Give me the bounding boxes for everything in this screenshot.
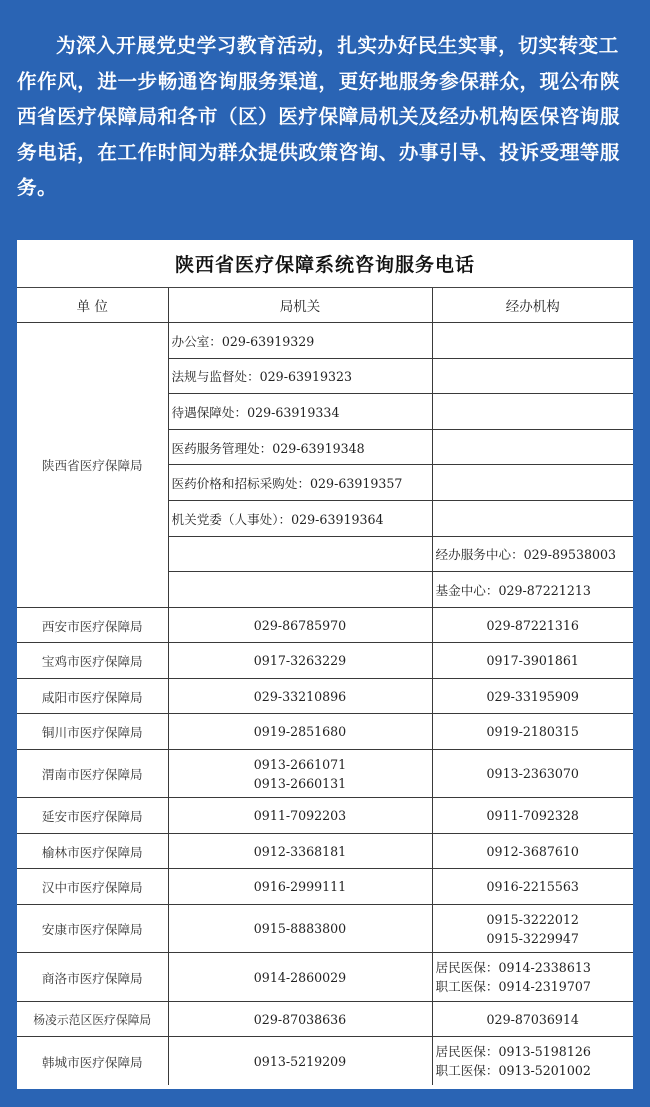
- agency-phone: 0911-7092328: [432, 798, 633, 834]
- unit-cell: 渭南市医疗保障局: [17, 749, 168, 798]
- bureau-phone: 0913-5219209: [168, 1037, 432, 1085]
- directory-table: [17, 240, 633, 1085]
- header-unit: 单 位: [17, 288, 168, 323]
- bureau-phone: 0915-8883800: [168, 904, 432, 953]
- table-row: [17, 953, 633, 1002]
- agency-phone: [432, 1037, 633, 1085]
- bureau-line: 医药价格和招标采购处：029-63919357: [168, 465, 432, 501]
- agency-phone: [432, 953, 633, 1002]
- unit-province: 陕西省医疗保障局: [17, 323, 168, 608]
- table-row: [17, 678, 633, 714]
- bureau-phone: 029-86785970: [168, 607, 432, 643]
- intro-paragraph: 为深入开展党史学习教育活动，扎实办好民生实事，切实转变工作作风，进一步畅通咨询服务渠道，更好地服务参保群众，现公布陕西省医疗保障局和各市（区）医疗保障局机关及经办机构医保咨询服务电话，在工作时间为群众提供政策咨询、办事引导、投诉受理等服务。: [17, 34, 621, 200]
- phone-line: 0913-2661071: [253, 756, 347, 772]
- unit-cell: 杨凌示范区医疗保障局: [17, 1001, 168, 1037]
- agency-phone: 0917-3901861: [432, 643, 633, 679]
- table-title-row: [17, 240, 633, 288]
- bureau-line: 医药服务管理处：029-63919348: [168, 429, 432, 465]
- table-header-row: [17, 288, 633, 323]
- phone-line: 0915-3229947: [486, 930, 579, 946]
- bureau-line: 办公室：029-63919329: [168, 323, 432, 359]
- unit-cell: 安康市医疗保障局: [17, 904, 168, 953]
- phone-line: 居民医保：0914-2338613: [435, 960, 591, 975]
- table-row: [17, 323, 633, 359]
- bureau-empty: [168, 536, 432, 572]
- phone-line: 居民医保：0913-5198126: [435, 1044, 591, 1059]
- table-row: [17, 714, 633, 750]
- table-row: [17, 869, 633, 905]
- bureau-phone: 0916-2999111: [168, 869, 432, 905]
- table-title: 陕西省医疗保障系统咨询服务电话: [17, 240, 633, 288]
- agency-line: 基金中心：029-87221213: [432, 572, 633, 608]
- bureau-phone: [168, 749, 432, 798]
- bureau-phone: 029-87038636: [168, 1001, 432, 1037]
- agency-phone: 029-87036914: [432, 1001, 633, 1037]
- phone-directory-table: [17, 240, 633, 1089]
- table-row: [17, 1037, 633, 1085]
- unit-cell: 榆林市医疗保障局: [17, 833, 168, 869]
- bureau-phone: 0914-2860029: [168, 953, 432, 1002]
- bureau-phone: 0911-7092203: [168, 798, 432, 834]
- phone-line: 职工医保：0913-5201002: [435, 1063, 591, 1078]
- table-row: [17, 749, 633, 798]
- agency-phone: 0919-2180315: [432, 714, 633, 750]
- agency-empty: [432, 465, 633, 501]
- agency-phone: 029-33195909: [432, 678, 633, 714]
- table-row: [17, 643, 633, 679]
- agency-empty: [432, 394, 633, 430]
- bureau-phone: 0912-3368181: [168, 833, 432, 869]
- bureau-line: 机关党委（人事处）：029-63919364: [168, 500, 432, 536]
- bureau-line: 法规与监督处：029-63919323: [168, 358, 432, 394]
- agency-phone: 0912-3687610: [432, 833, 633, 869]
- table-row: [17, 833, 633, 869]
- agency-line: 经办服务中心：029-89538003: [432, 536, 633, 572]
- phone-line: 0915-3222012: [486, 911, 579, 927]
- bureau-phone: 0919-2851680: [168, 714, 432, 750]
- phone-line: 职工医保：0914-2319707: [435, 979, 591, 994]
- bureau-empty: [168, 572, 432, 608]
- unit-cell: 宝鸡市医疗保障局: [17, 643, 168, 679]
- agency-phone: 0916-2215563: [432, 869, 633, 905]
- unit-cell: 商洛市医疗保障局: [17, 953, 168, 1002]
- table-row: [17, 798, 633, 834]
- agency-empty: [432, 323, 633, 359]
- unit-cell: 韩城市医疗保障局: [17, 1037, 168, 1085]
- agency-empty: [432, 429, 633, 465]
- header-bureau: 局机关: [168, 288, 432, 323]
- bureau-line: 待遇保障处：029-63919334: [168, 394, 432, 430]
- table-row: [17, 904, 633, 953]
- agency-empty: [432, 358, 633, 394]
- unit-cell: 咸阳市医疗保障局: [17, 678, 168, 714]
- unit-cell: 延安市医疗保障局: [17, 798, 168, 834]
- agency-phone: 0913-2363070: [432, 749, 633, 798]
- agency-empty: [432, 500, 633, 536]
- phone-line: 0913-2660131: [253, 775, 347, 791]
- agency-phone: 029-87221316: [432, 607, 633, 643]
- agency-phone: [432, 904, 633, 953]
- unit-cell: 汉中市医疗保障局: [17, 869, 168, 905]
- header-agency: 经办机构: [432, 288, 633, 323]
- unit-cell: 铜川市医疗保障局: [17, 714, 168, 750]
- table-row: [17, 1001, 633, 1037]
- bureau-phone: 029-33210896: [168, 678, 432, 714]
- unit-cell: 西安市医疗保障局: [17, 607, 168, 643]
- bureau-phone: 0917-3263229: [168, 643, 432, 679]
- table-row: [17, 607, 633, 643]
